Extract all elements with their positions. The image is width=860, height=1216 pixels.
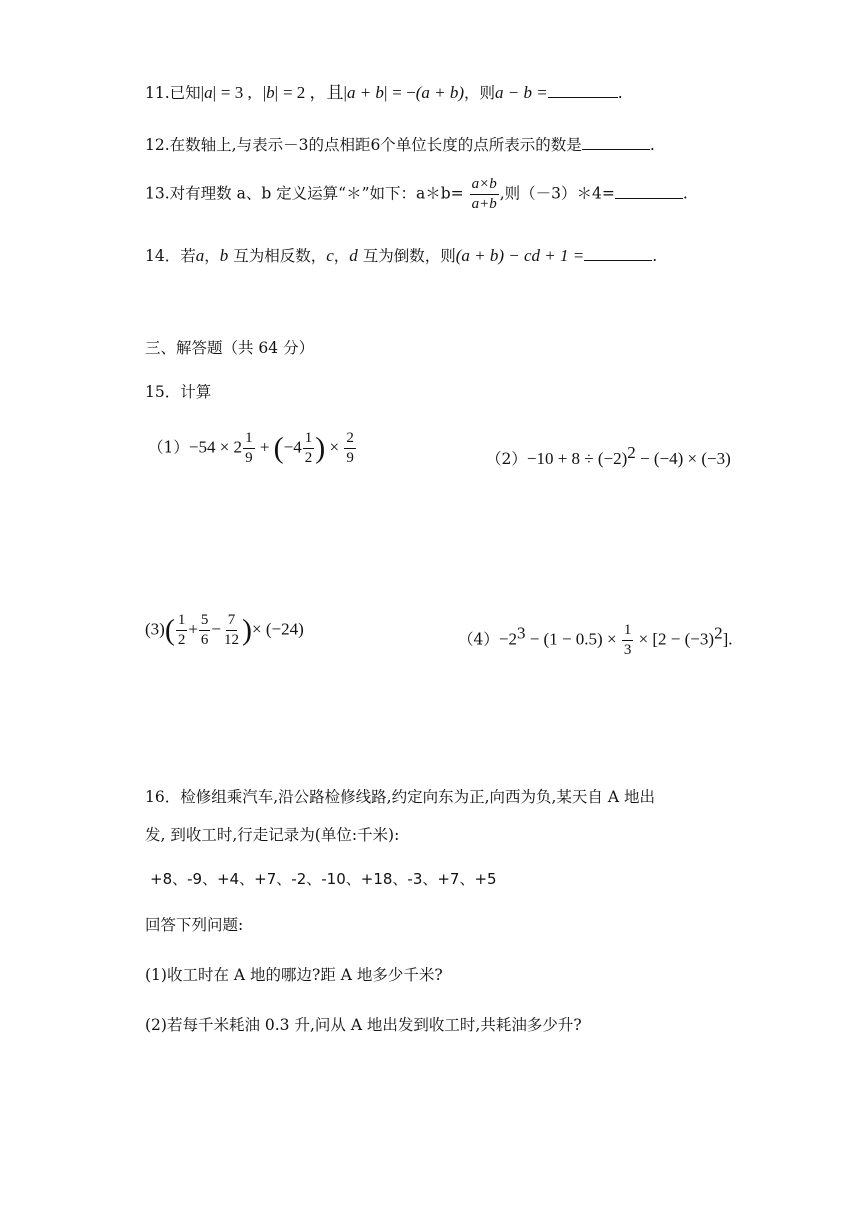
prompt-text: 回答下列问题: [145, 916, 244, 934]
question-16-line1 [145, 785, 655, 807]
op-plus: + [188, 619, 198, 639]
p2-rest: − (−4) × (−3) [635, 449, 731, 469]
fraction: $\frac{7}{12}$ [224, 612, 240, 648]
fraction: $\frac{1}{3}$ [623, 622, 632, 658]
records-list [150, 868, 497, 889]
section-title: 三、解答题（共 64 分） [145, 339, 315, 357]
abs-a: |a| [200, 83, 216, 102]
fraction: $\frac{2}{9}$ [346, 430, 354, 466]
q13-text1: 13.对有理数 a、b 定义运算“＊”如下：a＊b= [145, 184, 464, 203]
q11-eq: = − [392, 83, 416, 102]
p1-a: −54 × 2 [188, 437, 243, 457]
q11-expr: a − b = [495, 83, 548, 102]
sub2-text: (2)若每千米耗油 0.3 升,问从 A 地出发到收工时,共耗油多少升? [145, 1016, 582, 1034]
var-b: b [219, 246, 229, 265]
p4-cexp: 2 [714, 623, 723, 643]
op-minus: − [211, 619, 222, 639]
part-label: （1） [148, 438, 189, 457]
q14-text1: 14．若 [145, 247, 196, 265]
paren-right: ) [315, 431, 326, 465]
q11-number: 11. [145, 84, 170, 102]
p4-d: ]. [722, 629, 733, 649]
q15-title: 15．计算 [145, 383, 212, 401]
q14-sep2: ， [333, 247, 350, 265]
answer-blank [615, 184, 683, 199]
q11-end: . [617, 84, 623, 102]
q13-end: . [682, 184, 688, 203]
q14-end: . [652, 247, 658, 265]
paren-right: ) [242, 613, 253, 647]
p2-expr: −10 + 8 ÷ (−2) [526, 449, 628, 469]
var-a: a [195, 246, 205, 265]
q16-line2: 发, 到收工时,行走记录为(单位:千米): [145, 826, 400, 844]
p4-b: − (1 − 0.5) × [525, 629, 621, 649]
q11-text: 已知 [169, 84, 201, 102]
question-11 [145, 78, 623, 103]
q14-sep1: ， [204, 247, 220, 265]
question-16-line2 [145, 823, 399, 845]
q14-text2: 互为相反数， [233, 247, 327, 265]
p2-exp: 2 [627, 443, 636, 462]
q11-eq3: = 3 , [220, 83, 252, 102]
sub-question-2 [145, 1013, 582, 1035]
question-12 [145, 133, 655, 155]
p4-a: −2 [498, 629, 517, 649]
part-label: （4） [458, 630, 499, 649]
fraction: $\frac{1}{2}$ [177, 612, 186, 648]
paren-left: ( [273, 431, 284, 465]
section-heading [145, 336, 314, 358]
q14-expr: (a + b) − cd + 1 = [455, 246, 585, 265]
sub-question-1 [145, 963, 443, 985]
records-text: +8、-9、+4、+7、-2、-10、+18、-3、+7、+5 [150, 870, 497, 888]
p1-d: × [325, 437, 344, 457]
fraction: $\frac{1}{2}$ [304, 430, 313, 466]
fraction: $\frac{a\times b}{a+b}$ [471, 176, 497, 212]
p1-c: −4 [283, 437, 302, 457]
question-14 [145, 244, 657, 266]
p1-b: + [255, 437, 274, 457]
abs-a-plus-b: |a + b| [343, 83, 388, 102]
prompt [145, 913, 243, 935]
answer-blank [548, 83, 618, 98]
p4-aexp: 3 [516, 623, 526, 643]
q12-text: 12.在数轴上,与表示－3的点相距6个单位长度的点所表示的数是 [145, 136, 582, 154]
q15-part3 [145, 612, 304, 649]
answer-blank [584, 246, 652, 261]
q11-apb: (a + b) [415, 83, 465, 102]
q12-end: . [649, 136, 655, 154]
q11-eq2: = 2 ，且 [282, 83, 344, 102]
q14-text3: 互为倒数，则 [362, 247, 456, 265]
abs-b: |b| [262, 83, 279, 102]
fraction: $\frac{5}{6}$ [200, 612, 209, 648]
part-label: （2） [486, 450, 527, 469]
p3-rest: × (−24) [252, 619, 304, 639]
q15-part2 [486, 443, 731, 469]
q13-text2: ,则（－3）＊4= [499, 184, 615, 203]
q11-then: ，则 [464, 84, 496, 102]
sub1-text: (1)收工时在 A 地的哪边?距 A 地多少千米? [145, 966, 443, 984]
question-13 [145, 176, 688, 213]
q15-part1 [148, 430, 357, 467]
p4-c: × [2 − (−3) [634, 629, 715, 649]
answer-blank [582, 135, 650, 150]
var-d: d [349, 246, 358, 265]
var-c: c [326, 246, 334, 265]
fraction: $\frac{1}{9}$ [245, 430, 253, 466]
q15-part4 [458, 622, 732, 659]
q16-line1: 16．检修组乘汽车,沿公路检修线路,约定向东为正,向西为负,某天自 A 地出 [145, 788, 655, 806]
part-label: (3) [145, 619, 165, 639]
question-15-title [145, 380, 211, 402]
paren-left: ( [164, 613, 175, 647]
